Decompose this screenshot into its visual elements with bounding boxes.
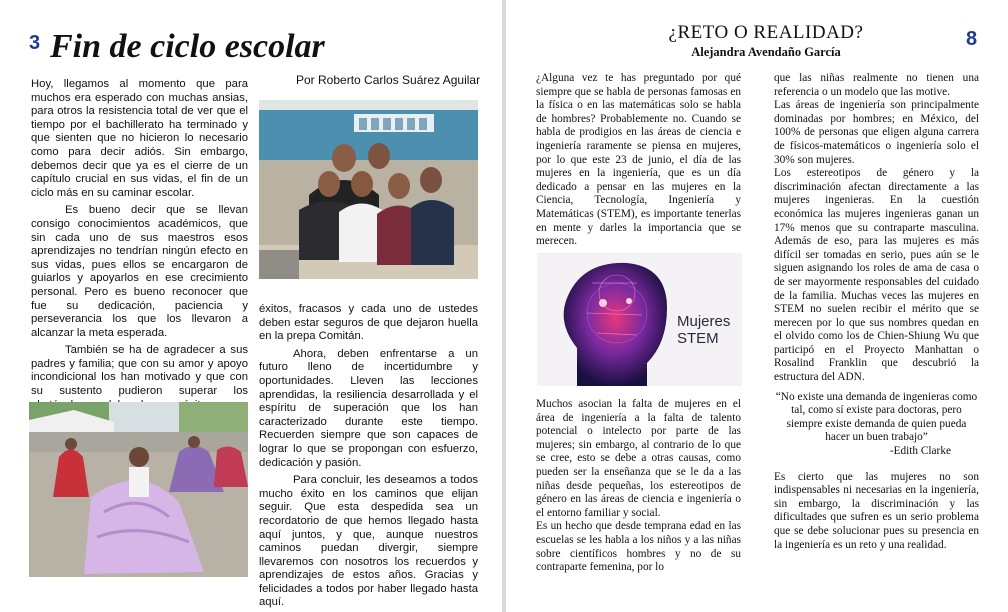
paragraph: Hoy, llegamos al momento que para muchos era esperado con muchas ansias, para otros la resistencia total de ver que el tiempo por el bachillerato ha terminado y que sienten que no hicieron lo necesario como para decir adiós. Sin embargo, debemos decir que ya es el cierre de un capítulo crucial en sus vidas, el fin de un ciclo más en su caminar escolar. bbox=[31, 78, 248, 199]
paragraph: éxitos, fracasos y cada uno de ustedes deben estar seguros de que dejaron huella en la prepa Comitán. bbox=[259, 303, 478, 343]
paragraph: Para concluir, les deseamos a todos mucho éxito en los caminos que elijan seguir. Que esta despedida sea un recordatorio de que hemos llegado hasta aquí juntos, y que, aunque nuestros caminos puedan divergir, siempre llevaremos con nosotros los recuerdos y aprendizajes de estos años. Gracias y felicidades a todos por haber llegado hasta aquí. bbox=[259, 474, 478, 609]
article-title: ¿RETO O REALIDAD? bbox=[668, 22, 864, 43]
paragraph: También se ha de agradecer a sus padres y familia; que con su amor y apoyo incondicional los han motivado y que con su sustento pudieron superar los bbox=[31, 344, 248, 398]
quote: “No existe una demanda de ingenieras como tal, como sí existe para doctoras, pero siempre existe demanda de quien pueda hacer un buen trabajo” bbox=[775, 390, 978, 444]
paragraph: Es bueno decir que se llevan consigo conocimientos académicos, que sin cada uno de sus maestros esos aprendizajes no tendrían ningún efecto en sus vidas, pues ellos se encargaron de guiarlos y apoyarlos en ese crecimiento personal. Pero es bueno reconocer que fue su dedicación, paciencia y perseverancia los que los llevaron a alcanzar la meta esperada. bbox=[31, 204, 248, 339]
article-column-2 bbox=[774, 72, 979, 552]
article-column-1 bbox=[536, 72, 741, 249]
article-byline: Por Roberto Carlos Suárez Aguilar bbox=[296, 73, 481, 87]
paragraph: Ahora, deben enfrentarse a un futuro lleno de incertidumbre y oportunidades. Lleven las lecciones aprendidas, la resiliencia desarrollada y el espíritu de superación que los han caracterizado durante este tiempo. Recuerden siempre que son capaces de lograr lo que se propongan con esfuerzo, dedicación y pasión. bbox=[259, 347, 478, 469]
paragraph: Es un hecho que desde temprana edad en las escuelas se les habla a los niños y a las niñas sobre científicos hombres y no de su contraparte femenina, por lo bbox=[536, 520, 741, 574]
paragraph: Los estereotipos de género y la discriminación afectan directamente a las mujeres ingenieras. En la cuestión económica las mujeres ingenieras ganan un 17% menos que su contraparte masculina. Además de eso, para las mujeres es más difícil ser tomadas en serio, pues aún se le siguen asignando los roles de ama de casa o de ser mayormente responsables del cuidado de la familia. Muchas veces las mujeres en STEM no suelen recibir el mérito que se merecen por lo que sus nombres quedan en el olvido como los de Chien-Shiung Wu que participó en el Proyecto Manhattan o Rosalind Franklin que descubrió la estructura del ADN. bbox=[774, 167, 979, 384]
students-group-photo bbox=[259, 100, 478, 279]
mujeres-stem-image bbox=[537, 253, 742, 386]
article-byline: Alejandra Avendaño García bbox=[691, 45, 841, 59]
page-number-right: 8 bbox=[966, 28, 978, 50]
left-page bbox=[0, 0, 502, 612]
folk-dance-photo bbox=[29, 402, 248, 577]
article-column-1-continued bbox=[536, 398, 741, 575]
paragraph: Es cierto que las mujeres no son indispensables ni necesarias en la ingeniería, sin embargo, la discriminación y las dificultades que sufren es un serio problema que se debe solucionar pues su presencia en la ingeniería es un reto y una realidad. bbox=[774, 470, 979, 551]
right-page bbox=[506, 0, 1008, 612]
paragraph: que las niñas realmente no tienen una referencia o un modelo que las motive. bbox=[774, 72, 979, 98]
article-column-1 bbox=[31, 78, 248, 430]
image-caption: Mujeres STEM bbox=[677, 313, 731, 347]
paragraph: Las áreas de ingeniería son principalmente dominadas por hombres; en México, del 100% de personas que eligen alguna carrera de físicos-matemáticos o ingeniería solo el 30% son mujeres. bbox=[774, 99, 979, 166]
paragraph: Muchos asocian la falta de mujeres en el área de ingeniería a la falta de talento potencial o intelecto por parte de las mujeres; sin embargo, al contrario de lo que se cree, esto se debe a otras causas, como pueden ser la enseñanza que se le da a las niñas desde pequeñas, los estereotipos de género en las áreas de ciencia e ingeniería o el entorno familiar y social. bbox=[536, 398, 741, 519]
article-title: Fin de ciclo escolar bbox=[50, 28, 325, 65]
article-column-2 bbox=[259, 303, 478, 610]
quote-author: -Edith Clarke bbox=[889, 445, 951, 458]
page-number-left: 3 bbox=[29, 32, 41, 54]
paragraph: ¿Alguna vez te has preguntado por qué siempre que se habla de personas famosas en la física o en las matemáticas solo se habla de hombres? Probablemente no. Cuando se habla de prodigios en las áreas de ciencia e ingeniería raramente se piensa en mujeres, por lo que este 23 de junio, el día de las mujeres en la ingeniería, que es un día dedicado a pensar en las mujeres en la Ciencia, Tecnología, Ingeniería y Matemáticas (STEM), es importante tenerlas en mente y darles la importancia que se merecen. bbox=[536, 72, 741, 248]
